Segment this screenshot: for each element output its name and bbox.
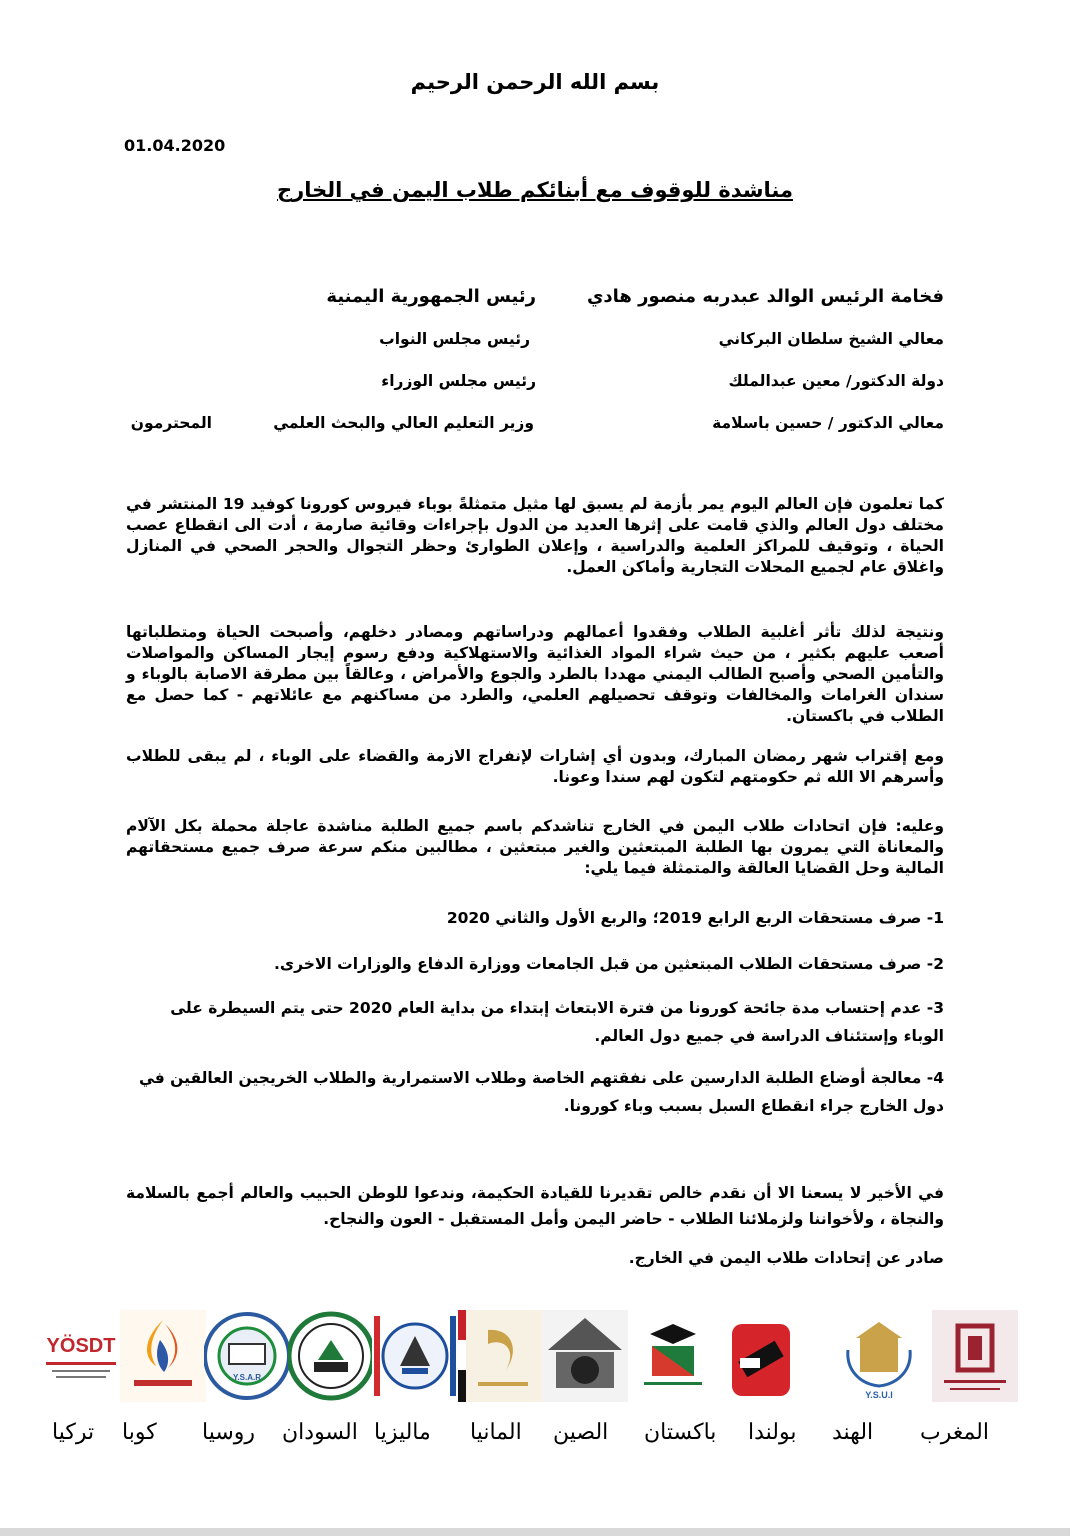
document-title: مناشدة للوقوف مع أبنائكم طلاب اليمن في الخارج: [277, 178, 793, 202]
country-china: الصين: [553, 1420, 609, 1445]
union-logos-row: [38, 1310, 1022, 1406]
addressee-name-3: دولة الدكتور/ معين عبدالملك: [728, 372, 944, 390]
turkey-logo-text: YÖSDT: [46, 1335, 116, 1357]
country-germany: المانيا: [470, 1420, 522, 1445]
country-morocco: المغرب: [920, 1420, 989, 1445]
country-malaysia: ماليزيا: [374, 1420, 431, 1445]
addressee-position-4: وزير التعليم العالي والبحث العلمي: [273, 414, 534, 432]
russia-union-logo: [204, 1310, 290, 1402]
issuer-line: صادر عن إتحادات طلاب اليمن في الخارج.: [628, 1249, 944, 1267]
demand-item-1: 1- صرف مستحقات الربع الرابع 2019؛ والربع الأول والثاني 2020: [446, 909, 944, 927]
sudan-union-logo: [288, 1310, 374, 1402]
addressee-position-2: رئيس مجلس النواب: [379, 330, 530, 348]
malaysia-union-logo: [372, 1310, 458, 1402]
india-logo-text: Y.S.U.I: [865, 1390, 893, 1400]
country-india: الهند: [832, 1420, 874, 1445]
bismillah-heading: بسم الله الرحمن الرحيم: [410, 70, 660, 94]
country-russia: روسيا: [202, 1420, 256, 1445]
demand-item-4: 4- معالجة أوضاع الطلبة الدارسين على نفقتهم الخاصة وطلاب الاستمرارية والطلاب الخريجين العالقين في دول الخارج جراء انقطاع السبل بسبب وباء كورونا.: [138, 1069, 944, 1115]
country-pakistan: باكستان: [644, 1420, 717, 1445]
country-names-row: [0, 1420, 1070, 1460]
addressee-position-3: رئيس مجلس الوزراء: [381, 372, 536, 390]
russia-logo-text: Y.S.A.R: [232, 1373, 262, 1382]
germany-union-logo: [458, 1310, 544, 1402]
paragraph-intro: كما تعلمون فإن العالم اليوم يمر بأزمة لم يسبق لها مثيل متمثلةً بوباء فيروس كورونا كوفيد 19 المنتشر في مختلف دول العالم والذي قامت على إثرها العديد من الدول بإجراءات وقائية صارمة ، أدت الى انقطاع عصب الحياة ، وتوقيف للمراكز العلمية والدراسية ، وإعلان الطوارئ وحظر التجوال والحجر الصحي في المنازل واغلاق عام لجميع المحلات التجارية وأماكن العمل.: [126, 495, 944, 576]
demand-item-2: 2- صرف مستحقات الطلاب المبتعثين من قبل الجامعات ووزارة الدفاع والوزارات الاخرى.: [274, 955, 944, 973]
page-bottom-edge: [0, 1528, 1070, 1536]
turkey-union-logo: [38, 1310, 124, 1402]
addressee-suffix: المحترمون: [130, 414, 212, 432]
paragraph-closing: في الأخير لا يسعنا الا أن نقدم خالص تقديرنا للقيادة الحكيمة، وندعوا للوطن الحبيب والعالم أجمع بالسلامة والنجاة ، ولأخواننا ولزملائنا الطلاب - حاضر اليمن وأمل المستقبل - العون والنجاح.: [126, 1184, 944, 1228]
pakistan-union-logo: [630, 1310, 716, 1402]
document-date: 01.04.2020: [124, 136, 226, 155]
demand-item-3: 3- عدم إحتساب مدة جائحة كورونا من فترة الابتعاث إبتداء من بداية العام 2020 حتى يتم السيطرة على الوباء وإستئناف الدراسة في جميع دول العالم.: [170, 999, 944, 1045]
cuba-union-logo: [120, 1310, 206, 1402]
addressee-name-4: معالي الدكتور / حسين باسلامة: [712, 414, 944, 432]
country-turkey: تركيا: [52, 1420, 95, 1445]
paragraph-ramadan: ومع إقتراب شهر رمضان المبارك، وبدون أي إشارات لإنفراج الازمة والقضاء على الوباء ، لم يبقى للطلاب وأسرهم الا الله ثم حكومتهم لتكون لهم سندا وعونا.: [126, 747, 944, 786]
country-cuba: كوبا: [122, 1420, 157, 1445]
paragraph-impact: ونتيجة لذلك تأثر أغلبية الطلاب وفقدوا أعمالهم ودراساتهم ومصادر دخلهم، وأصبحت الحياة ومتطلباتها أصعب عليهم بكثير ، من حيث شراء المواد الغذائية والاستهلاكية ودفع رسوم إيجار المساكن والمواصلات والتأمين الصحي وأصبح الطالب اليمني مهددا بالطرد والجوع والأمراض ، وعالقاً بين مطرقة الاصابة بالوباء و سندان الغرامات والمخالفات وتوقف تحصيلهم العلمي، والطرد من مساكنهم مع عائلاتهم - كما حصل مع الطلاب في باكستان.: [126, 623, 944, 725]
morocco-union-logo: [932, 1310, 1018, 1402]
country-sudan: السودان: [282, 1420, 358, 1445]
addressee-name-1: فخامة الرئيس الوالد عبدربه منصور هادي: [586, 286, 944, 307]
poland-union-logo: [718, 1310, 804, 1402]
china-union-logo: [542, 1310, 628, 1402]
india-union-logo: [836, 1310, 922, 1402]
addressee-name-2: معالي الشيخ سلطان البركاني: [718, 330, 944, 348]
country-poland: بولندا: [748, 1420, 797, 1445]
addressee-position-1: رئيس الجمهورية اليمنية: [326, 286, 536, 307]
paragraph-demands: وعليه: فإن اتحادات طلاب اليمن في الخارج تناشدكم باسم جميع الطلبة مناشدة عاجلة محملة بكل الآلام والمعاناة التي يمرون بها الطلبة المبتعثين والغير مبتعثين ، مطالبين منكم سرعة صرف جميع مستحقاتهم المالية وحل القضايا العالقة والمتمثلة فيما يلي:: [126, 817, 944, 877]
